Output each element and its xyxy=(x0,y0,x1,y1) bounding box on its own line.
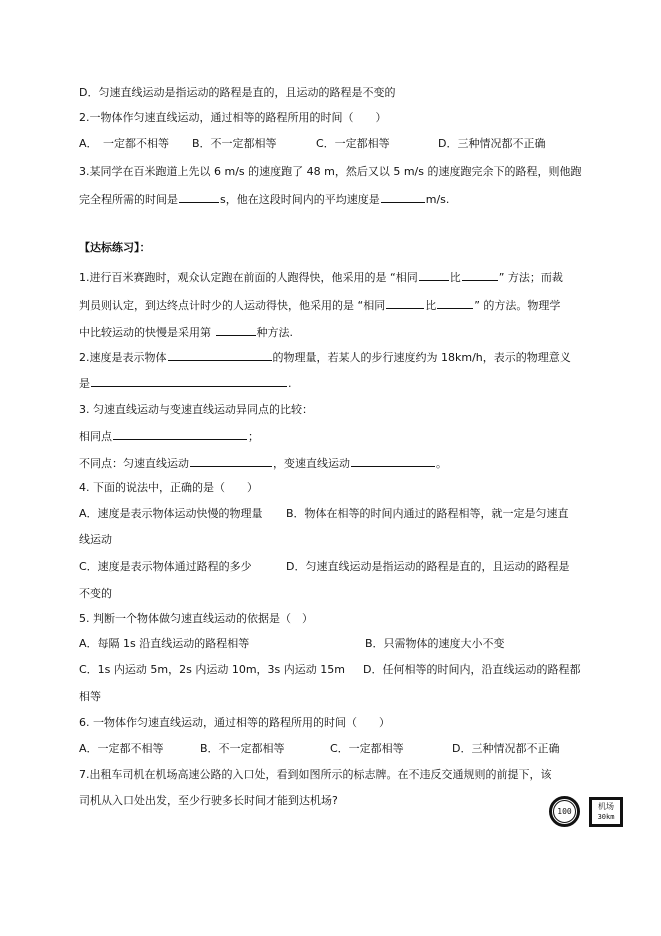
q1-text-b: 比 xyxy=(449,271,461,284)
practice-q7-line-2: 司机从入口处出发，至少行驶多长时间才能到达机场? xyxy=(79,794,338,807)
q3-diff-end: 。 xyxy=(436,457,447,470)
q4-option-b-line-1: B．物体在相等的时间内通过的路程相等，就一定是匀速直 xyxy=(286,507,569,520)
q1-text-g: 中比较运动的快慢是采用第 xyxy=(79,326,215,339)
practice-q1-line-3 xyxy=(79,324,293,340)
q2-option-d: D．三种情况都不正确 xyxy=(438,137,546,150)
q1-text-a: 1.进行百米赛跑时，观众认定跑在前面的人跑得快，他采用的是 “相同 xyxy=(79,271,418,284)
q4-option-b-line-2: 线运动 xyxy=(79,533,112,546)
q1-blank-5[interactable] xyxy=(216,324,256,336)
q2-text-b: 的物理量，若某人的步行速度约为 18km/h，表示的物理意义 xyxy=(272,351,571,364)
q1-blank-2[interactable] xyxy=(462,269,498,281)
section-title: 【达标练习】： xyxy=(79,241,151,254)
q4-option-d-line-2: 不变的 xyxy=(79,587,112,600)
q1-blank-4[interactable] xyxy=(437,297,473,309)
speed-limit-sign xyxy=(549,796,580,827)
q2-option-c: C．一定都相等 xyxy=(316,137,390,150)
practice-q3-same xyxy=(79,428,259,444)
q3-blank-time[interactable] xyxy=(179,191,219,203)
statement-d-line: D．匀速直线运动是指运动的路程是直的，且运动的路程是不变的 xyxy=(79,86,396,99)
airport-distance-sign xyxy=(589,797,623,827)
q2-blank-1[interactable] xyxy=(168,349,272,361)
q5-option-b: B．只需物体的速度大小不变 xyxy=(365,637,505,650)
q3-diff-blank-1[interactable] xyxy=(190,455,272,467)
q5-option-a: A．每隔 1s 沿直线运动的路程相等 xyxy=(79,637,250,650)
practice-q2-line-1 xyxy=(79,349,571,365)
practice-q1-line-2 xyxy=(79,297,560,313)
practice-q3-diff xyxy=(79,455,447,471)
q3-blank-speed[interactable] xyxy=(381,191,425,203)
q1-text-c: ” 方法；而裁 xyxy=(498,271,563,284)
q3-diff-label-a: 不同点：匀速直线运动 xyxy=(79,457,189,470)
question-3-line-1: 3.某同学在百米跑道上先以 6 m/s 的速度跑了 48 m，然后又以 5 m/s 的速度跑完余下的路程，则他跑 xyxy=(79,165,582,178)
q3-text-b: s，他在这段时间内的平均速度是 xyxy=(220,193,380,206)
q5-option-d-line-2: 相等 xyxy=(79,690,101,703)
q1-text-h: 种方法. xyxy=(256,326,293,339)
question-2: 2.一物体作匀速直线运动，通过相等的路程所用的时间（ ） xyxy=(79,111,387,124)
q3-diff-label-b: ，变速直线运动 xyxy=(273,457,350,470)
speed-limit-value: 100 xyxy=(553,800,576,823)
q6-option-d: D．三种情况都不正确 xyxy=(452,742,560,755)
q4-option-d-line-1: D．匀速直线运动是指运动的路程是直的，且运动的路程是 xyxy=(286,560,570,573)
q6-option-c: C．一定都相等 xyxy=(330,742,404,755)
q3-text-a: 完全程所需的时间是 xyxy=(79,193,178,206)
q4-option-c: C．速度是表示物体通过路程的多少 xyxy=(79,560,252,573)
q1-text-e: 比 xyxy=(425,299,437,312)
q3-text-c: m/s. xyxy=(425,193,450,206)
practice-q4: 4. 下面的说法中，正确的是（ ） xyxy=(79,481,258,494)
practice-q7-line-1: 7.出租车司机在机场高速公路的入口处，看到如图所示的标志牌。在不违反交通规则的前提下，该 xyxy=(79,768,552,781)
q6-option-a: A．一定都不相等 xyxy=(79,742,164,755)
practice-q2-line-2 xyxy=(79,375,292,391)
q2-text-a: 2.速度是表示物体 xyxy=(79,351,167,364)
practice-q3: 3. 匀速直线运动与变速直线运动异同点的比较： xyxy=(79,403,313,416)
q3-same-label: 相同点 xyxy=(79,430,112,443)
practice-q5: 5. 判断一个物体做匀速直线运动的依据是（ ） xyxy=(79,612,313,625)
question-3-line-2 xyxy=(79,191,449,207)
q2-option-a: A． 一定都不相等 xyxy=(79,137,170,150)
q1-text-d: 判员则认定，到达终点计时少的人运动得快，他采用的是 “相同 xyxy=(79,299,386,312)
sign-distance: 30km xyxy=(597,813,615,821)
q2-text-c: 是 xyxy=(79,377,90,390)
practice-q6: 6. 一物体作匀速直线运动，通过相等的路程所用的时间（ ） xyxy=(79,716,390,729)
q5-option-c: C．1s 内运动 5m，2s 内运动 10m，3s 内运动 15m xyxy=(79,663,345,676)
q3-same-blank[interactable] xyxy=(113,428,247,440)
sign-destination: 机场 xyxy=(598,802,614,811)
q5-option-d-line-1: D．任何相等的时间内，沿直线运动的路程都 xyxy=(363,663,581,676)
q1-text-f: ” 的方法。物理学 xyxy=(474,299,561,312)
q3-same-end: ； xyxy=(248,430,259,443)
q6-option-b: B．不一定都相等 xyxy=(200,742,285,755)
q2-blank-2[interactable] xyxy=(91,375,287,387)
q1-blank-1[interactable] xyxy=(419,269,449,281)
q2-option-b: B．不一定都相等 xyxy=(192,137,277,150)
q1-blank-3[interactable] xyxy=(386,297,424,309)
q3-diff-blank-2[interactable] xyxy=(351,455,435,467)
practice-q1-line-1 xyxy=(79,269,563,285)
q2-text-d: . xyxy=(288,377,292,390)
q4-option-a: A．速度是表示物体运动快慢的物理量 xyxy=(79,507,263,520)
